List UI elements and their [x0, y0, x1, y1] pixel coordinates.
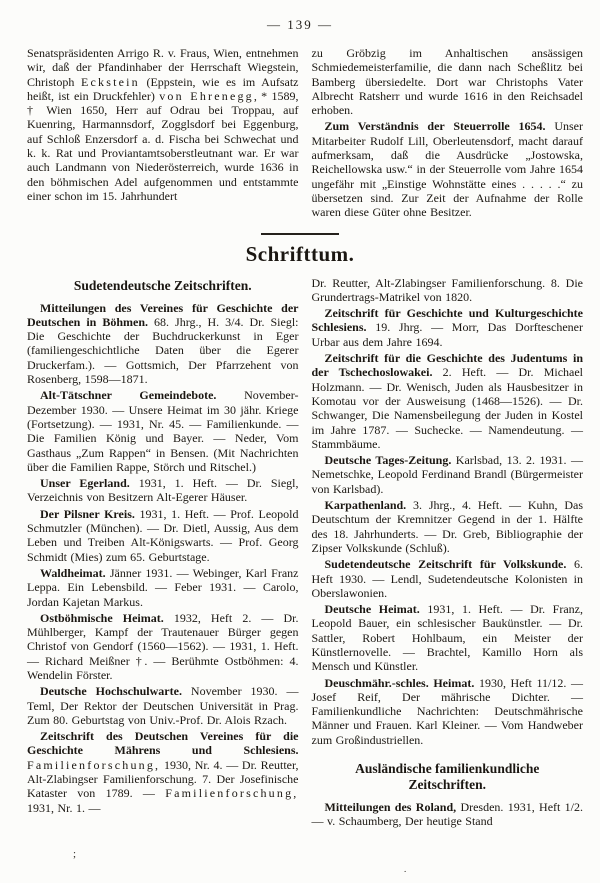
journal-entry — [27, 388, 299, 474]
intro-text: , * 1589, † Wien 1650, Herr auf Odrau bei Troppau, auf Kuenring, Harmannsdorf, Zogglsdorf bei Eggenburg, auf Schloß Enzersdorf a. d. Fischa bei Schwechat und k. k. Rat und Proviantamtsoberstleutnant war. Er war auch Landmann von Niederösterreich, wurde 1636 in den böhmischen Adel aufgenommen und entstammte einer schon im 15. Jahrhundert — [27, 88, 299, 203]
intro-right-column — [312, 46, 584, 220]
subsection-heading-auslaendische: Ausländische familienkundliche Zeitschriften. — [355, 761, 540, 793]
journal-text: Jänner 1931. — Webinger, Karl Franz Leppa. Ein Lebensbild. — Feber 1931. — Carolo, Jordan Kajetan Markus. — [27, 565, 299, 609]
section-title: Schrifttum. — [245, 241, 355, 266]
journal-text: 1930, Nr. 4. — Dr. Reutter, Alt-Zlabingser Familienforschung. 7. Der Josefinische Kataster von 1789. — — [27, 757, 299, 801]
journal-text: 1931, 1. Heft. — Dr. Franz, Leopold Bauer, ein schlesischer Baukünstler. — Dr. Sattler, Robert Hohlbaum, ein Meister der Künstlernovelle. — Brachtel, Kamillo Horn als Mensch und Künstler. — [311, 602, 583, 674]
journal-text: November-Dezember 1930. — Unsere Heimat im 30 jähr. Kriege (Fortsetzung). — 1931, Nr. 45. — Familienkunde. — Die Familien König und Bayer. — Neder, Vom Gasthaus „Zum Rappen“ in Bensen. (Mit Nachrichten über die Familien Rappe, Störch und Ritschel.) — [27, 388, 299, 474]
journal-text: Karlsbad, 13. 2. 1931. — Nemetschke, Leopold Ferdinand Brandl (Bürgermeister von Karlsbad). — [311, 453, 584, 496]
journal-title: Unser Egerland. — [40, 476, 130, 491]
journal-entry — [312, 602, 584, 673]
journal-title: Sudetendeutsche Zeitschrift für Volkskunde. — [324, 557, 567, 572]
schrifttum-section — [27, 276, 583, 829]
intro-paragraph: zu Gröbzig im Anhaltischen ansässigen Schmiedemeisterfamilie, die dann nach Scheßlitz bei Bamberg übersiedelte. Dort war Christophs Vater Albrecht Ratsherr und wurde 1616 in den Reichsadel erhoben. — [311, 46, 583, 118]
journal-text: November 1930. — Teml, Der Rektor der Deutschen Universität in Prag. Zum 80. Geburtstag von Univ.-Prof. Dr. Alois Rzach. — [27, 684, 299, 727]
journal-entry — [312, 557, 584, 600]
spaced-word: Familienforschung, — [27, 757, 161, 772]
scan-artifact: . — [404, 864, 407, 874]
journal-title: Der Pilsner Kreis. — [40, 506, 135, 521]
journal-text: 1931, 1. Heft. — Prof. Leopold Schmutzler (München). — Dr. Dietl, Aussig, Aus dem Leben und Treiben Alt-Königswarts. — Prof. Georg Schmidt (Mies) zum 65. Geburtstage. — [27, 506, 299, 564]
journal-entry — [27, 507, 299, 564]
journal-title: Mitteilungen des Roland, — [324, 800, 457, 815]
scan-artifact: ; — [73, 848, 77, 860]
journal-title: Alt-Tätschner Gemeindebote. — [40, 388, 217, 403]
journal-entry — [312, 306, 584, 349]
journal-text: 1931, 1. Heft. — Dr. Siegl, Verzeichnis von Besitzern Alt-Egerer Häuser. — [27, 476, 299, 505]
journal-entry — [27, 611, 299, 682]
journal-text: 1932, Heft 2. — Dr. Mühlberger, Kampf der Trautenauer Bürger gegen Christof von Gendorf (1560—1562). — 1931, 1. Heft. — Richard Meißner †. — Berühmte Ostböhmen: 4. Wendelin Förster. — [27, 610, 299, 682]
intro-text: (Eppstein, wie es im Aufsatz heißt, ist ein Druckfehler) — [27, 74, 299, 103]
journal-text: 3. Jhrg., 4. Heft. — Kuhn, Das Deutschtum der Kremnitzer Gegend in der 1. Hälfte des 18. Jahrhunderts. — Dr. Greb, Bibliographie der Zipser Volkskunde (Schluß). — [311, 498, 583, 555]
journal-entry-continuation: Dr. Reutter, Alt-Zlabingser Familienforschung. 8. Die Grundertrags-Matrikel von 1820. — [311, 275, 583, 304]
journal-text: 68. Jhrg., H. 3/4. Dr. Siegl: Die Geschichte der Buchdruckerkunst in Eger (familiengeschichtliche Daten über die Egerer Druckerfam.). — Gottsmich, Der Pfarrzehent von Rosenberg, 1598—1871. — [27, 314, 299, 387]
schrifttum-left-column — [27, 276, 299, 829]
paragraph-lead: Zum Verständnis der Steuerrolle 1654. — [324, 119, 546, 134]
journal-entry — [27, 684, 299, 727]
journal-entry — [312, 453, 584, 496]
schrifttum-right-column — [312, 276, 584, 829]
journal-entry — [27, 476, 299, 505]
journal-title: Ostböhmische Heimat. — [40, 610, 164, 625]
journal-text: Dresden. 1931, Heft 1/2. — v. Schaumberg, Der heutige Stand — [311, 800, 584, 829]
subsection-heading-sudetendeutsche: Sudetendeutsche Zeitschriften. — [73, 277, 252, 293]
journal-entry — [312, 498, 584, 555]
journal-entry — [27, 566, 299, 609]
journal-entry — [312, 676, 584, 747]
journal-entry — [27, 729, 299, 815]
journal-text: 6. Heft 1930. — Lendl, Sudetendeutsche Kolonisten in Oberslawonien. — [311, 557, 583, 600]
journal-entry — [312, 800, 584, 829]
intro-left-column — [27, 46, 299, 220]
spaced-name-von-ehrenegg: von Ehrenegg — [159, 88, 254, 103]
journal-title: Deutsche Heimat. — [324, 602, 420, 617]
journal-text: 1930, Heft 11/12. — Josef Reif, Der mährische Dichter. — Familienkundliche Nachrichten: Deutschmährische Männer und Frauen. Karl Kleiner. — Vom Handweber zum Großindustriellen. — [311, 675, 583, 747]
paragraph-text: Unser Mitarbeiter Rudolf Lill, Oberleutensdorf, macht darauf aufmerksam, daß die Ausdrücke „Jostowska, Reichellowska usw.“ in der Steuerrolle vom Jahre 1654 ungefähr mit „Einstige Wohnstätte eines . . . . .“ zu übersetzen sind. Zur Zeit der Aufnahme der Rolle waren diese Güter ohne Besitzer. — [311, 119, 583, 220]
section-divider-rule — [261, 233, 339, 235]
journal-title: Deutsche Hochschulwarte. — [40, 684, 182, 699]
journal-title: Mitteilungen des Vereines für Geschichte der Deutschen in Böhmen. — [27, 300, 299, 329]
intro-section — [27, 46, 583, 220]
journal-title: Zeitschrift des Deutschen Vereines für die Geschichte Mährens und Schlesiens. — [27, 729, 299, 758]
journal-entry — [27, 301, 299, 387]
journal-title: Waldheimat. — [40, 565, 106, 580]
journal-entry — [312, 351, 584, 451]
journal-title: Karpathenland. — [324, 498, 407, 513]
journal-text: 2. Heft. — Dr. Michael Holzmann. — Dr. Wenisch, Juden als Hausbesitzer in Komotau vor der Ausweisung (1468—1526). — Dr. Schwanger, Die Namensbeilegung der Juden in Kostel im Jahre 1787. — Suchecke. — Namendeutung. — Stammbäume. — [311, 365, 584, 451]
journal-title: Zeitschrift für Geschichte und Kulturgeschichte Schlesiens. — [311, 306, 583, 335]
journal-text: 1931, Nr. 1. — — [27, 800, 101, 815]
spaced-name-eckstein: Eckstein — [80, 74, 140, 89]
spaced-word: Familienforschung, — [165, 786, 299, 801]
journal-text: 19. Jhrg. — Morr, Das Dorfteschener Urbar aus dem Jahre 1694. — [311, 320, 583, 349]
steuerrolle-paragraph — [312, 119, 584, 219]
intro-paragraph — [27, 46, 299, 203]
page-number: — 139 — — [267, 17, 333, 32]
journal-title: Zeitschrift für die Geschichte des Judentums in der Tschechoslowakei. — [311, 351, 583, 380]
journal-title: Deuschmähr.-schles. Heimat. — [324, 675, 475, 690]
intro-text: Senatspräsidenten Arrigo R. v. Fraus, Wien, entnehmen wir, daß der Pfandinhaber der Herrschaft Wiegstein, Christoph — [27, 46, 299, 89]
journal-title: Deutsche Tages-Zeitung. — [324, 453, 452, 468]
